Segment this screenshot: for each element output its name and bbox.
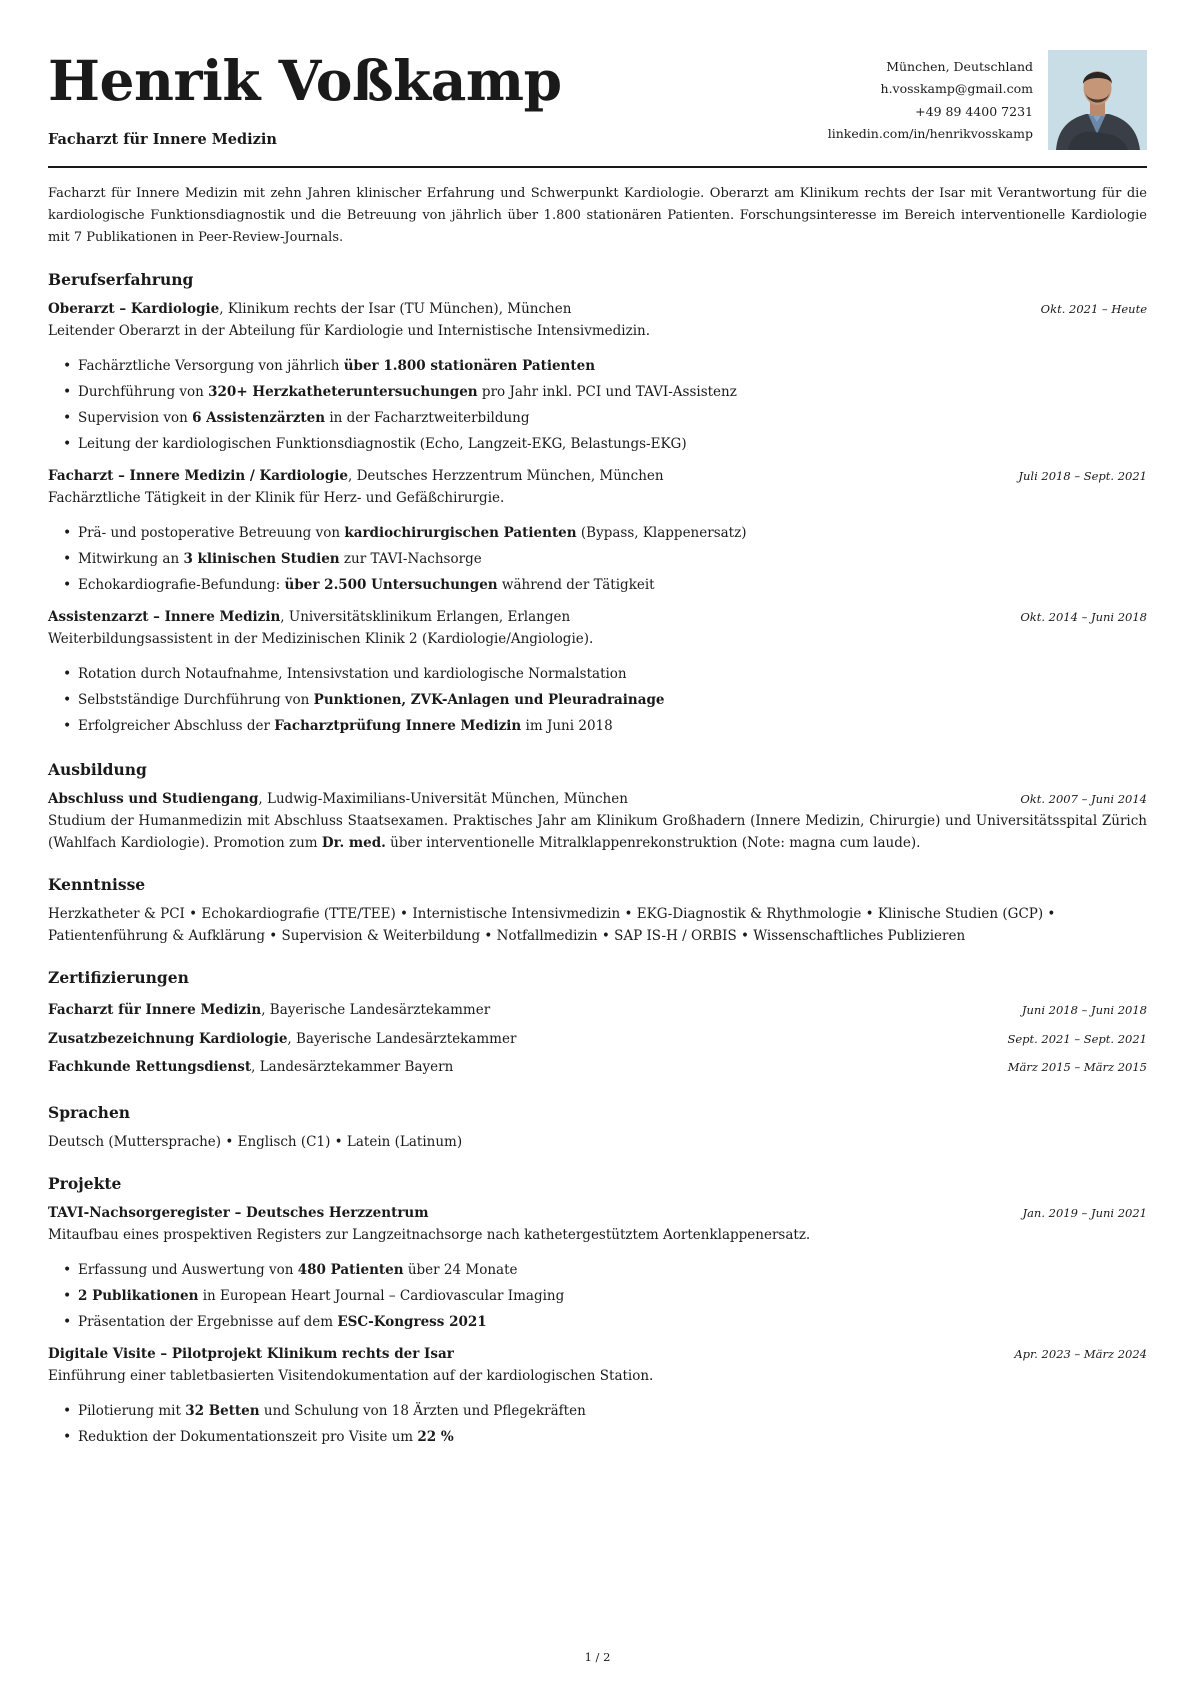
job-description: Fachärztliche Tätigkeit in der Klinik für Herz- und Gefäßchirurgie. xyxy=(48,490,505,506)
job-description: Weiterbildungsassistent in der Medizinischen Klinik 2 (Kardiologie/Angiologie). xyxy=(48,631,594,647)
certification-row xyxy=(48,1025,1147,1054)
languages-list: Deutsch (Muttersprache) • Englisch (C1) • Latein (Latinum) xyxy=(48,1133,463,1150)
education-description: Studium der Humanmedizin mit Abschluss Staatsexamen. Praktisches Jahr am Klinikum Großhadern (Innere Medizin, Chirurgie) und Universitätsspital Zürich (Wahlfach Kardiologie). Promotion zum Dr. med. über interventionelle Mitralklappenrekonstruktion (Note: magna cum laude). xyxy=(48,813,1147,851)
project-dates: Jan. 2019 – Juni 2021 xyxy=(1022,1205,1147,1220)
project-bullet: • Erfassung und Auswertung von 480 Patienten über 24 Monate xyxy=(48,1257,1147,1283)
contact-linkedin: linkedin.com/in/henrikvosskamp xyxy=(827,125,1033,141)
project-name: Digitale Visite – Pilotprojekt Klinikum rechts der Isar xyxy=(48,1345,454,1362)
certification-row xyxy=(48,996,1147,1025)
education-heading xyxy=(48,788,628,810)
profile-photo xyxy=(1048,50,1147,150)
certification-dates: Sept. 2021 – Sept. 2021 xyxy=(1007,1031,1147,1046)
skills-list: Herzkatheter & PCI • Echokardiografie (TTE/TEE) • Internistische Intensivmedizin • EKG-Diagnostik & Rhythmologie • Klinische Studien (GCP) • Patientenführung & Aufklärung • Supervision & Weiterbildung • Notfallmedizin • SAP IS-H / ORBIS • Wissenschaftliches Publizieren xyxy=(48,906,1056,944)
section-title-languages: Sprachen xyxy=(48,1102,131,1122)
project-description: Mitaufbau eines prospektiven Registers zur Langzeitnachsorge nach kathetergestütztem Aortenklappenersatz. xyxy=(48,1226,811,1243)
contact-email: h.vosskamp@gmail.com xyxy=(880,81,1033,97)
job-bullet: • Supervision von 6 Assistenzärzten in der Facharztweiterbildung xyxy=(48,405,1147,431)
job-bullet: • Selbstständige Durchführung von Punktionen, ZVK-Anlagen und Pleuradrainage xyxy=(48,687,1147,713)
job-bullet: • Echokardiografie-Befundung: über 2.500 Untersuchungen während der Tätigkeit xyxy=(48,572,1147,598)
project-bullet-list xyxy=(48,1257,1147,1335)
job-bullet-list xyxy=(48,661,1147,739)
job-organization: , Universitätsklinikum Erlangen, Erlangen xyxy=(280,609,571,625)
job-bullet-list xyxy=(48,353,1147,457)
project-bullet: • Präsentation der Ergebnisse auf dem ESC-Kongress 2021 xyxy=(48,1309,1147,1335)
education-degree: Abschluss und Studiengang xyxy=(48,791,259,807)
project-entry xyxy=(48,1202,1147,1335)
contact-phone: +49 89 4400 7231 xyxy=(915,103,1033,119)
job-dates: Juli 2018 – Sept. 2021 xyxy=(1018,469,1147,483)
project-dates: Apr. 2023 – März 2024 xyxy=(1014,1346,1147,1361)
job-heading xyxy=(48,465,664,487)
job-description: Leitender Oberarzt in der Abteilung für Kardiologie und Internistische Intensivmedizin. xyxy=(48,323,651,339)
job-bullet: • Prä- und postoperative Betreuung von kardiochirurgischen Patienten (Bypass, Klappenersatz) xyxy=(48,520,1147,546)
candidate-role: Facharzt für Innere Medizin xyxy=(48,131,277,148)
job-bullet: • Erfolgreicher Abschluss der Facharztprüfung Innere Medizin im Juni 2018 xyxy=(48,713,1147,739)
job-bullet: • Fachärztliche Versorgung von jährlich über 1.800 stationären Patienten xyxy=(48,353,1147,379)
certification-name: Facharzt für Innere Medizin xyxy=(48,1002,262,1018)
job-dates: Okt. 2021 – Heute xyxy=(1040,302,1147,316)
project-bullet: • Reduktion der Dokumentationszeit pro Visite um 22 % xyxy=(48,1424,1147,1450)
certification-issuer: , Bayerische Landesärztekammer xyxy=(287,1030,517,1047)
education-organization: , Ludwig-Maximilians-Universität München, München xyxy=(258,791,628,807)
project-bullet: • Pilotierung mit 32 Betten und Schulung von 18 Ärzten und Pflegekräften xyxy=(48,1398,1147,1424)
contact-location: München, Deutschland xyxy=(886,59,1033,74)
section-title-skills: Kenntnisse xyxy=(48,875,146,894)
project-entry xyxy=(48,1343,1147,1450)
certification-issuer: , Landesärztekammer Bayern xyxy=(251,1059,454,1075)
project-bullet: • 2 Publikationen in European Heart Journal – Cardiovascular Imaging xyxy=(48,1283,1147,1309)
certification-dates: Juni 2018 – Juni 2018 xyxy=(1021,1003,1147,1017)
job-entry xyxy=(48,298,1147,457)
profile-summary: Facharzt für Innere Medizin mit zehn Jahren klinischer Erfahrung und Schwerpunkt Kardiologie. Oberarzt am Klinikum rechts der Isar mit Verantwortung für die kardiologische Funktionsdiagnostik und die Betreuung von jährlich über 1.800 stationären Patienten. Forschungsinteresse im Bereich interventionelle Kardiologie mit 7 Publikationen in Peer-Review-Journals. xyxy=(48,186,1147,245)
job-position: Oberarzt – Kardiologie xyxy=(48,301,220,317)
job-entry xyxy=(48,606,1147,739)
project-name: TAVI-Nachsorgeregister – Deutsches Herzzentrum xyxy=(48,1204,429,1221)
job-position: Facharzt – Innere Medizin / Kardiologie xyxy=(48,468,348,484)
job-bullet: • Leitung der kardiologischen Funktionsdiagnostik (Echo, Langzeit-EKG, Belastungs-EKG) xyxy=(48,431,1147,457)
resume-page xyxy=(48,0,1147,1683)
section-title-projects: Projekte xyxy=(48,1173,122,1193)
resume-header xyxy=(48,0,1147,168)
candidate-name: Henrik Voßkamp xyxy=(48,48,562,113)
job-organization: , Klinikum rechts der Isar (TU München), München xyxy=(219,301,572,317)
section-title-education: Ausbildung xyxy=(48,760,147,779)
job-bullet: • Mitwirkung an 3 klinischen Studien zur TAVI-Nachsorge xyxy=(48,546,1147,572)
section-title-certifications: Zertifizierungen xyxy=(48,968,189,987)
contact-block xyxy=(828,56,1033,145)
project-description: Einführung einer tabletbasierten Visitendokumentation auf der kardiologischen Station. xyxy=(48,1367,654,1384)
job-entry xyxy=(48,465,1147,598)
job-dates: Okt. 2014 – Juni 2018 xyxy=(1020,610,1147,624)
job-bullet: • Rotation durch Notaufnahme, Intensivstation und kardiologische Normalstation xyxy=(48,661,1147,687)
portrait-icon xyxy=(1048,50,1147,150)
job-heading xyxy=(48,298,571,320)
education-entry xyxy=(48,788,1147,854)
education-dates: Okt. 2007 – Juni 2014 xyxy=(1020,792,1147,806)
section-title-experience: Berufserfahrung xyxy=(48,270,194,289)
project-bullet-list xyxy=(48,1398,1147,1450)
certification-name: Fachkunde Rettungsdienst xyxy=(48,1059,252,1075)
job-bullet-list xyxy=(48,520,1147,598)
job-organization: , Deutsches Herzzentrum München, München xyxy=(347,468,664,484)
job-position: Assistenzarzt – Innere Medizin xyxy=(48,609,281,625)
certifications-list xyxy=(48,996,1147,1082)
certification-dates: März 2015 – März 2015 xyxy=(1007,1060,1147,1074)
certification-row xyxy=(48,1053,1147,1082)
job-bullet: • Durchführung von 320+ Herzkatheteruntersuchungen pro Jahr inkl. PCI und TAVI-Assistenz xyxy=(48,379,1147,405)
page-number: 1 / 2 xyxy=(584,1650,611,1664)
job-heading xyxy=(48,606,570,628)
certification-issuer: , Bayerische Landesärztekammer xyxy=(261,1002,491,1018)
certification-name: Zusatzbezeichnung Kardiologie xyxy=(48,1030,288,1047)
